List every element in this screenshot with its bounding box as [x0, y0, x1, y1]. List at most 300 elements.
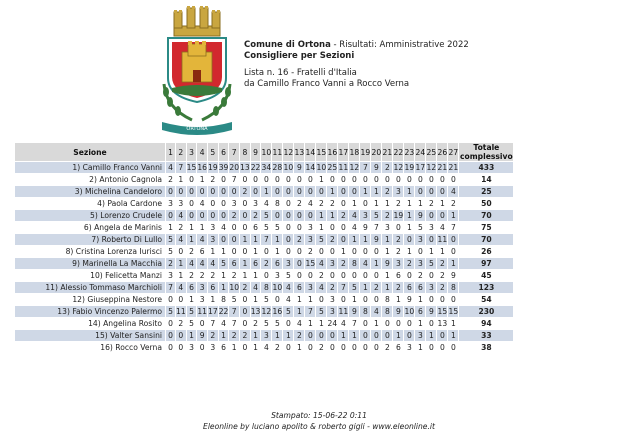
section-vote-cell: 3 — [360, 210, 370, 221]
section-vote-cell: 9 — [360, 222, 370, 233]
section-vote-cell: 4 — [316, 258, 326, 269]
section-vote-cell: 1 — [415, 318, 425, 329]
section-vote-cell: 9 — [426, 306, 436, 317]
candidate-name: 9) Marinella La Macchia — [15, 258, 165, 269]
section-vote-cell: 0 — [382, 318, 392, 329]
section-vote-cell: 1 — [360, 282, 370, 293]
section-vote-cell: 0 — [437, 294, 447, 305]
section-vote-cell: 2 — [166, 258, 175, 269]
candidate-name: 8) Cristina Lorenza Iurisci — [15, 246, 165, 257]
column-header-section-22: 22 — [393, 143, 403, 161]
section-vote-cell: 5 — [187, 306, 197, 317]
section-vote-cell: 0 — [251, 174, 261, 185]
section-vote-cell: 4 — [448, 186, 458, 197]
section-vote-cell: 1 — [382, 198, 392, 209]
section-vote-cell: 0 — [240, 246, 250, 257]
section-vote-cell: 0 — [166, 210, 175, 221]
section-vote-cell: 3 — [382, 222, 392, 233]
section-vote-cell: 8 — [360, 306, 370, 317]
section-vote-cell: 0 — [404, 270, 414, 281]
section-vote-cell: 2 — [338, 210, 348, 221]
section-vote-cell: 0 — [197, 342, 207, 353]
section-vote-cell: 1 — [272, 330, 282, 341]
column-header-section-13: 13 — [294, 143, 304, 161]
section-vote-cell: 4 — [294, 318, 304, 329]
section-vote-cell: 0 — [283, 210, 293, 221]
section-vote-cell: 1 — [316, 210, 326, 221]
section-vote-cell: 2 — [305, 246, 315, 257]
section-vote-cell: 1 — [219, 246, 229, 257]
section-vote-cell: 2 — [437, 270, 447, 281]
column-header-section-24: 24 — [415, 143, 425, 161]
section-vote-cell: 0 — [240, 198, 250, 209]
section-vote-cell: 1 — [382, 246, 392, 257]
column-header-section-8: 8 — [240, 143, 250, 161]
section-vote-cell: 1 — [327, 186, 337, 197]
section-vote-cell: 4 — [197, 258, 207, 269]
section-vote-cell: 2 — [229, 210, 239, 221]
section-vote-cell: 0 — [393, 222, 403, 233]
section-vote-cell: 2 — [426, 198, 436, 209]
section-vote-cell: 0 — [187, 210, 197, 221]
section-vote-cell: 1 — [382, 270, 392, 281]
section-vote-cell: 1 — [437, 246, 447, 257]
section-vote-cell: 1 — [251, 234, 261, 245]
section-vote-cell: 0 — [382, 330, 392, 341]
section-vote-cell: 0 — [197, 186, 207, 197]
section-vote-cell: 4 — [251, 282, 261, 293]
section-vote-cell: 1 — [283, 330, 293, 341]
section-vote-cell: 5 — [316, 306, 326, 317]
results-table — [14, 142, 514, 354]
candidate-name: 5) Lorenzo Crudele — [15, 210, 165, 221]
section-vote-cell: 4 — [283, 294, 293, 305]
section-vote-cell: 1 — [404, 246, 414, 257]
section-vote-cell: 0 — [294, 270, 304, 281]
candidate-name: 3) Michelina Candeloro — [15, 186, 165, 197]
crown-icon — [174, 6, 220, 36]
section-vote-cell: 5 — [415, 222, 425, 233]
section-vote-cell: 0 — [404, 234, 414, 245]
section-vote-cell: 0 — [349, 270, 359, 281]
section-vote-cell: 0 — [166, 342, 175, 353]
section-vote-cell: 3 — [415, 234, 425, 245]
table-row — [15, 282, 513, 293]
section-vote-cell: 9 — [349, 306, 359, 317]
section-vote-cell: 0 — [338, 186, 348, 197]
section-vote-cell: 2 — [187, 270, 197, 281]
table-row — [15, 306, 513, 317]
total-votes-cell: 123 — [459, 282, 513, 293]
section-vote-cell: 17 — [415, 163, 426, 172]
section-vote-cell: 9 — [371, 162, 381, 173]
section-vote-cell: 2 — [251, 318, 261, 329]
section-vote-cell: 0 — [219, 198, 229, 209]
section-vote-cell: 2 — [448, 198, 458, 209]
section-vote-cell: 2 — [176, 222, 186, 233]
column-header-section-14: 14 — [305, 143, 315, 161]
total-votes-cell: 25 — [459, 186, 513, 197]
section-vote-cell: 7 — [229, 318, 239, 329]
section-vote-cell: 1 — [272, 234, 282, 245]
section-vote-cell: 2 — [208, 330, 218, 341]
section-vote-cell: 4 — [349, 210, 359, 221]
section-vote-cell: 0 — [360, 318, 370, 329]
section-vote-cell: 2 — [261, 258, 271, 269]
section-vote-cell: 0 — [327, 330, 337, 341]
table-row — [15, 342, 513, 353]
section-vote-cell: 7 — [305, 306, 315, 317]
svg-text:ORTONA: ORTONA — [186, 126, 208, 132]
section-vote-cell: 9 — [404, 294, 414, 305]
section-vote-cell: 0 — [437, 210, 447, 221]
section-vote-cell: 3 — [426, 222, 436, 233]
section-vote-cell: 1 — [197, 174, 207, 185]
section-vote-cell: 0 — [338, 222, 348, 233]
section-vote-cell: 2 — [327, 234, 337, 245]
section-vote-cell: 0 — [283, 234, 293, 245]
section-vote-cell: 0 — [208, 210, 218, 221]
section-vote-cell: 3 — [197, 294, 207, 305]
section-vote-cell: 0 — [283, 222, 293, 233]
total-votes-cell: 14 — [459, 174, 513, 185]
section-vote-cell: 21 — [448, 163, 459, 172]
section-vote-cell: 3 — [327, 306, 337, 317]
section-vote-cell: 13 — [250, 307, 261, 316]
section-vote-cell: 4 — [437, 222, 447, 233]
section-vote-cell: 0 — [360, 198, 370, 209]
section-vote-cell: 2 — [240, 282, 250, 293]
section-vote-cell: 0 — [283, 186, 293, 197]
section-vote-cell: 0 — [448, 342, 458, 353]
section-vote-cell: 2 — [316, 342, 326, 353]
total-votes-cell: 26 — [459, 246, 513, 257]
section-vote-cell: 1 — [404, 198, 414, 209]
section-vote-cell: 2 — [316, 270, 326, 281]
column-header-section-7: 7 — [229, 143, 239, 161]
section-vote-cell: 2 — [393, 198, 403, 209]
section-vote-cell: 4 — [197, 198, 207, 209]
credits-line: Eleonline by luciano apolito & roberto gigli - www.eleonline.it — [203, 422, 435, 431]
candidate-name: 14) Angelina Rosito — [15, 318, 165, 329]
section-vote-cell: 8 — [261, 282, 271, 293]
candidate-range: da Camillo Franco Vanni a Rocco Verna — [244, 79, 410, 89]
section-vote-cell: 3 — [176, 198, 186, 209]
section-vote-cell: 0 — [240, 306, 250, 317]
section-vote-cell: 1 — [166, 222, 175, 233]
section-vote-cell: 0 — [305, 342, 315, 353]
candidate-name: 6) Angela de Marinis — [15, 222, 165, 233]
section-vote-cell: 1 — [294, 306, 304, 317]
section-vote-cell: 0 — [360, 270, 370, 281]
section-vote-cell: 2 — [294, 198, 304, 209]
section-vote-cell: 1 — [316, 318, 326, 329]
section-vote-cell: 6 — [415, 306, 425, 317]
section-vote-cell: 9 — [197, 330, 207, 341]
section-vote-cell: 2 — [294, 330, 304, 341]
section-vote-cell: 9 — [393, 306, 403, 317]
section-vote-cell: 2 — [404, 258, 414, 269]
section-vote-cell: 1 — [404, 210, 414, 221]
section-vote-cell: 1 — [251, 330, 261, 341]
table-row — [15, 246, 513, 257]
column-header-section-20: 20 — [371, 143, 381, 161]
section-vote-cell: 2 — [437, 282, 447, 293]
section-vote-cell: 13 — [240, 163, 250, 172]
section-vote-cell: 0 — [338, 270, 348, 281]
section-vote-cell: 19 — [404, 163, 415, 172]
section-vote-cell: 1 — [294, 294, 304, 305]
section-vote-cell: 1 — [393, 294, 403, 305]
section-vote-cell: 15 — [186, 163, 197, 172]
section-vote-cell: 1 — [415, 294, 425, 305]
total-votes-cell: 70 — [459, 210, 513, 221]
section-vote-cell: 1 — [305, 318, 315, 329]
candidate-name: 2) Antonio Cagnola — [15, 174, 165, 185]
section-vote-cell: 0 — [371, 270, 381, 281]
section-vote-cell: 3 — [393, 186, 403, 197]
section-vote-cell: 2 — [393, 282, 403, 293]
section-vote-cell: 2 — [272, 342, 282, 353]
section-vote-cell: 1 — [176, 270, 186, 281]
section-vote-cell: 0 — [294, 186, 304, 197]
section-vote-cell: 0 — [305, 210, 315, 221]
section-vote-cell: 0 — [272, 294, 282, 305]
candidate-name: 12) Giuseppina Nestore — [15, 294, 165, 305]
section-vote-cell: 3 — [426, 282, 436, 293]
table-row — [15, 174, 513, 185]
section-vote-cell: 1 — [426, 330, 436, 341]
section-vote-cell: 5 — [349, 282, 359, 293]
section-vote-cell: 5 — [261, 222, 271, 233]
section-vote-cell: 0 — [283, 246, 293, 257]
column-header-section-12: 12 — [283, 143, 293, 161]
section-vote-cell: 0 — [360, 174, 370, 185]
candidate-name: 7) Roberto Di Lullo — [15, 234, 165, 245]
section-vote-cell: 3 — [393, 258, 403, 269]
section-vote-cell: 0 — [283, 174, 293, 185]
section-vote-cell: 0 — [305, 330, 315, 341]
section-vote-cell: 21 — [437, 163, 448, 172]
section-vote-cell: 2 — [338, 258, 348, 269]
section-vote-cell: 1 — [251, 294, 261, 305]
section-vote-cell: 0 — [240, 174, 250, 185]
section-vote-cell: 4 — [166, 162, 175, 173]
section-vote-cell: 0 — [448, 234, 458, 245]
section-vote-cell: 2 — [393, 234, 403, 245]
section-vote-cell: 6 — [219, 342, 229, 353]
section-vote-cell: 22 — [250, 163, 261, 172]
table-row — [15, 318, 513, 329]
total-votes-cell: 75 — [459, 222, 513, 233]
section-vote-cell: 0 — [176, 246, 186, 257]
candidate-name: 4) Paola Cardone — [15, 198, 165, 209]
section-vote-cell: 16 — [272, 307, 283, 316]
table-row — [15, 258, 513, 269]
section-vote-cell: 0 — [404, 174, 414, 185]
section-vote-cell: 1 — [187, 222, 197, 233]
section-vote-cell: 1 — [294, 342, 304, 353]
section-vote-cell: 9 — [448, 270, 458, 281]
section-vote-cell: 5 — [261, 318, 271, 329]
table-row — [15, 162, 513, 173]
section-vote-cell: 0 — [272, 186, 282, 197]
section-vote-cell: 1 — [426, 246, 436, 257]
section-vote-cell: 0 — [349, 342, 359, 353]
section-vote-cell: 12 — [349, 163, 360, 172]
section-vote-cell: 9 — [294, 162, 304, 173]
section-vote-cell: 0 — [327, 222, 337, 233]
column-header-section-18: 18 — [349, 143, 359, 161]
section-vote-cell: 6 — [415, 282, 425, 293]
section-vote-cell: 0 — [426, 318, 436, 329]
results-label: - Risultati: Amministrative 2022 — [330, 40, 469, 50]
section-vote-cell: 0 — [261, 270, 271, 281]
section-vote-cell: 7 — [349, 318, 359, 329]
candidate-name: 15) Valter Sansini — [15, 330, 165, 341]
section-vote-cell: 5 — [272, 318, 282, 329]
section-vote-cell: 0 — [305, 186, 315, 197]
section-vote-cell: 1 — [219, 330, 229, 341]
section-vote-cell: 1 — [349, 330, 359, 341]
section-vote-cell: 7 — [176, 162, 186, 173]
section-vote-cell: 1 — [251, 270, 261, 281]
section-vote-cell: 0 — [360, 294, 370, 305]
section-vote-cell: 6 — [229, 258, 239, 269]
section-vote-cell: 3 — [187, 342, 197, 353]
section-vote-cell: 1 — [208, 294, 218, 305]
section-vote-cell: 2 — [382, 186, 392, 197]
section-vote-cell: 2 — [166, 174, 175, 185]
candidate-name: 13) Fabio Vincenzo Palermo — [15, 306, 165, 317]
section-vote-cell: 7 — [229, 174, 239, 185]
section-vote-cell: 0 — [229, 246, 239, 257]
section-vote-cell: 6 — [393, 270, 403, 281]
section-vote-cell: 2 — [176, 318, 186, 329]
column-header-section-11: 11 — [272, 143, 282, 161]
section-vote-cell: 1 — [360, 234, 370, 245]
report-title — [244, 40, 469, 51]
section-vote-cell: 0 — [426, 294, 436, 305]
table-row — [15, 186, 513, 197]
section-vote-cell: 0 — [272, 174, 282, 185]
candidate-name: 1) Camillo Franco Vanni — [15, 162, 165, 173]
section-vote-cell: 1 — [187, 294, 197, 305]
section-vote-cell: 0 — [338, 342, 348, 353]
section-vote-cell: 5 — [371, 210, 381, 221]
section-vote-cell: 0 — [187, 186, 197, 197]
section-vote-cell: 0 — [448, 294, 458, 305]
section-vote-cell: 4 — [219, 222, 229, 233]
section-vote-cell: 22 — [218, 307, 229, 316]
section-vote-cell: 3 — [415, 258, 425, 269]
section-vote-cell: 1 — [448, 258, 458, 269]
section-vote-cell: 1 — [349, 198, 359, 209]
column-header-section-25: 25 — [426, 143, 436, 161]
section-vote-cell: 11 — [197, 307, 208, 316]
section-vote-cell: 0 — [240, 318, 250, 329]
section-vote-cell: 0 — [338, 294, 348, 305]
section-vote-cell: 3 — [229, 198, 239, 209]
section-vote-cell: 0 — [393, 318, 403, 329]
section-vote-cell: 1 — [404, 186, 414, 197]
section-vote-cell: 3 — [327, 258, 337, 269]
section-vote-cell: 2 — [229, 270, 239, 281]
section-vote-cell: 5 — [229, 294, 239, 305]
section-vote-cell: 1 — [240, 270, 250, 281]
section-vote-cell: 2 — [208, 270, 218, 281]
section-vote-cell: 0 — [426, 186, 436, 197]
section-vote-cell: 0 — [415, 186, 425, 197]
section-vote-cell: 0 — [316, 186, 326, 197]
section-vote-cell: 0 — [371, 174, 381, 185]
section-vote-cell: 15 — [437, 307, 448, 316]
section-vote-cell: 4 — [261, 342, 271, 353]
section-vote-cell: 0 — [219, 234, 229, 245]
section-vote-cell: 1 — [338, 246, 348, 257]
section-vote-cell: 3 — [197, 282, 207, 293]
section-vote-cell: 0 — [316, 246, 326, 257]
section-vote-cell: 0 — [229, 186, 239, 197]
column-header-section-16: 16 — [327, 143, 337, 161]
section-vote-cell: 6 — [208, 282, 218, 293]
section-vote-cell: 0 — [240, 210, 250, 221]
section-vote-cell: 0 — [360, 342, 370, 353]
section-vote-cell: 1 — [219, 270, 229, 281]
section-vote-cell: 0 — [316, 330, 326, 341]
section-vote-cell: 8 — [448, 282, 458, 293]
section-vote-cell: 0 — [448, 174, 458, 185]
section-vote-cell: 5 — [187, 318, 197, 329]
section-vote-cell: 0 — [197, 318, 207, 329]
section-vote-cell: 0 — [371, 246, 381, 257]
section-vote-cell: 0 — [437, 186, 447, 197]
section-vote-cell: 7 — [261, 234, 271, 245]
table-row — [15, 222, 513, 233]
section-vote-cell: 4 — [187, 258, 197, 269]
section-vote-cell: 25 — [327, 163, 338, 172]
section-vote-cell: 0 — [415, 174, 425, 185]
section-vote-cell: 3 — [166, 198, 175, 209]
section-vote-cell: 2 — [251, 210, 261, 221]
candidate-name: 16) Rocco Verna — [15, 342, 165, 353]
page-footer — [0, 410, 638, 432]
section-vote-cell: 3 — [305, 282, 315, 293]
section-vote-cell: 3 — [305, 222, 315, 233]
section-vote-cell: 0 — [229, 234, 239, 245]
section-vote-cell: 1 — [338, 330, 348, 341]
section-vote-cell: 1 — [371, 186, 381, 197]
total-votes-cell: 33 — [459, 330, 513, 341]
section-vote-cell: 0 — [166, 186, 175, 197]
table-body — [15, 162, 513, 353]
section-vote-cell: 3 — [208, 342, 218, 353]
candidate-name: 11) Alessio Tommaso Marchioli — [15, 282, 165, 293]
section-vote-cell: 0 — [382, 174, 392, 185]
section-vote-cell: 5 — [166, 306, 175, 317]
section-vote-cell: 1 — [176, 174, 186, 185]
section-vote-cell: 0 — [176, 294, 186, 305]
total-votes-cell: 38 — [459, 342, 513, 353]
section-vote-cell: 5 — [272, 222, 282, 233]
section-vote-cell: 0 — [294, 258, 304, 269]
section-vote-cell: 1 — [187, 234, 197, 245]
section-vote-cell: 0 — [426, 210, 436, 221]
section-vote-cell: 1 — [176, 258, 186, 269]
section-vote-cell: 3 — [404, 342, 414, 353]
section-vote-cell: 0 — [176, 186, 186, 197]
section-vote-cell: 6 — [294, 282, 304, 293]
